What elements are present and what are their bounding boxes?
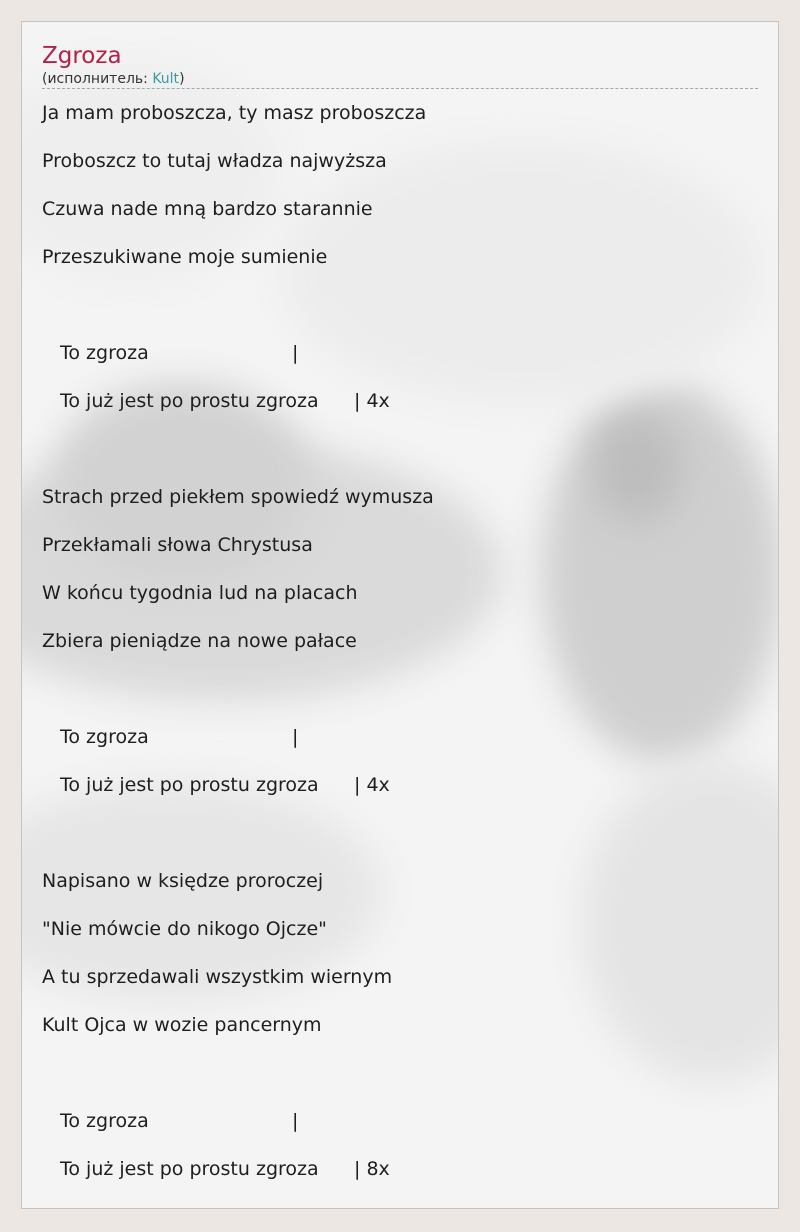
lyrics-page (21, 21, 779, 1209)
chorus-text: To zgroza (60, 1110, 149, 1132)
repeat-mark: | (292, 1110, 299, 1132)
chorus-line (42, 1145, 758, 1193)
lyric-line: Proboszcz to tutaj władza najwyższa (42, 150, 387, 172)
chorus-line (42, 1097, 758, 1145)
chorus-text: To już jest po prostu zgroza (60, 390, 319, 412)
song-content (42, 42, 758, 1193)
chorus-line (42, 761, 758, 809)
lyric-blank-line (42, 425, 758, 473)
lyrics-body (42, 89, 758, 1193)
song-title: Zgroza (42, 43, 122, 69)
lyric-line: Przekłamali słowa Chrystusa (42, 534, 313, 556)
chorus-text: To zgroza (60, 342, 149, 364)
lyric-line: A tu sprzedawali wszystkim wiernym (42, 966, 393, 988)
performer-link[interactable]: Kult (152, 71, 180, 87)
performer-line (42, 70, 758, 89)
repeat-mark: | 4x (354, 774, 390, 796)
lyric-line: Czuwa nade mną bardzo starannie (42, 198, 373, 220)
chorus-line (42, 377, 758, 425)
chorus-text: To już jest po prostu zgroza (60, 774, 319, 796)
repeat-mark: | 4x (354, 390, 390, 412)
performer-suffix: ) (179, 71, 185, 87)
lyric-blank-line (42, 665, 758, 713)
lyric-line: Kult Ojca w wozie pancernym (42, 1014, 322, 1036)
lyric-line: Zbiera pieniądze na nowe pałace (42, 630, 357, 652)
lyric-line: "Nie mówcie do nikogo Ojcze" (42, 918, 327, 940)
chorus-text: To już jest po prostu zgroza (60, 1158, 319, 1180)
repeat-mark: | (292, 726, 299, 748)
chorus-line (42, 329, 758, 377)
lyric-line: Ja mam proboszcza, ty masz proboszcza (42, 102, 427, 124)
lyric-blank-line (42, 281, 758, 329)
performer-prefix: (исполнитель: (42, 71, 153, 87)
repeat-mark: | 8x (354, 1158, 390, 1180)
lyric-line: Strach przed piekłem spowiedź wymusza (42, 486, 434, 508)
repeat-mark: | (292, 342, 299, 364)
lyric-line: Przeszukiwane moje sumienie (42, 246, 328, 268)
chorus-text: To zgroza (60, 726, 149, 748)
lyric-line: Napisano w księdze proroczej (42, 870, 324, 892)
lyric-blank-line (42, 809, 758, 857)
chorus-line (42, 713, 758, 761)
lyric-blank-line (42, 1049, 758, 1097)
lyric-line: W końcu tygodnia lud na placach (42, 582, 358, 604)
